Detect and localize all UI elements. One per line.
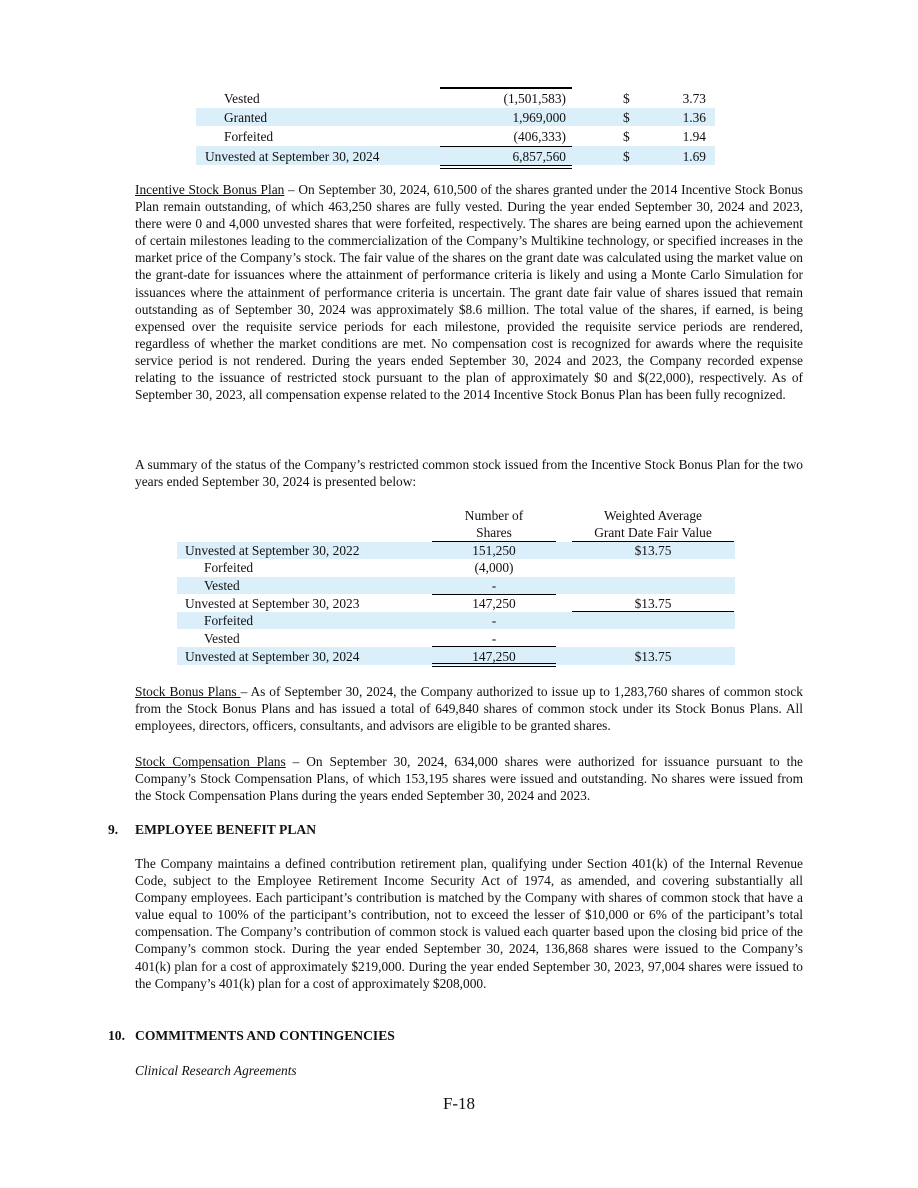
col-header-shares: Number of	[464, 508, 524, 523]
table-row-label: Unvested at September 30, 2024	[205, 149, 380, 164]
stock-bonus-heading: Stock Bonus Plans	[135, 684, 241, 699]
incentive-stock-bonus-paragraph	[135, 181, 803, 403]
table-row-price: 3.73	[682, 91, 706, 106]
stock-bonus-text: – As of September 30, 2024, the Company authorized to issue up to 1,283,760 shares of common stock from the Stock Bonus Plans and has issued a total of 649,840 shares of common stock under its Stock Bonus Plans. All employees, directors, officers, consultants, and advisors are eligible to be granted shares.	[135, 684, 803, 734]
stock-bonus-paragraph	[135, 683, 803, 734]
table-row-shares: 1,969,000	[512, 110, 566, 125]
section-9-paragraph: The Company maintains a defined contribution retirement plan, qualifying under Section 401(k) of the Internal Revenue Code, subject to the Employee Retirement Income Security Act of 1974, as amended, and covering substantially all Company employees. Each participant’s contribution is matched by the Company with shares of common stock that have a value equal to 100% of the participant’s contribution, not to exceed the lesser of $10,000 or 6% of the participant’s total compensation. The Company’s contribution of common stock is valued each quarter based upon the closing bid price of the Company’s common stock. During the year ended September 30, 2024, 136,868 shares were issued to the Company’s 401(k) plan for a cost of approximately $219,000. During the year ended September 30, 2023, 97,004 shares were issued to the Company’s 401(k) plan for a cost of approximately $208,000.	[135, 856, 803, 991]
table-row-price: 1.69	[682, 149, 706, 164]
table-row-shares: 147,250	[472, 649, 516, 664]
table-row-label: Unvested at September 30, 2024	[185, 649, 360, 664]
currency-symbol: $	[623, 110, 630, 125]
section-10-subheading: Clinical Research Agreements	[135, 1063, 297, 1078]
table-row-shares: -	[491, 578, 497, 593]
table-row-shares: -	[491, 613, 497, 628]
currency-symbol: $	[623, 91, 630, 106]
table-row-shares: 147,250	[472, 596, 516, 611]
table-row-label: Vested	[204, 631, 240, 646]
page-number: F-18	[442, 1094, 476, 1113]
section-9-title: EMPLOYEE BENEFIT PLAN	[135, 822, 317, 837]
table-row-label: Unvested at September 30, 2022	[185, 543, 360, 558]
table-total-double-rule-2	[440, 168, 572, 169]
currency-symbol: $	[623, 149, 630, 164]
stock-comp-heading: Stock Compensation Plans	[135, 754, 286, 769]
stock-comp-text: – On September 30, 2024, 634,000 shares were authorized for issuance pursuant to the Company’s Stock Compensation Plans, of which 153,195 shares were issued and outstanding. No shares were issued from the Stock Compensation Plans during the years ended September 30, 2024 and 2023.	[135, 754, 804, 804]
table-row-price: 1.94	[682, 129, 706, 144]
table-row-value: $13.75	[634, 543, 672, 558]
table-row-shares: (4,000)	[474, 560, 514, 575]
incentive-plan-heading: Incentive Stock Bonus Plan	[135, 182, 285, 197]
stock-comp-paragraph	[135, 753, 803, 804]
currency-symbol: $	[623, 129, 630, 144]
table-top-rule	[440, 87, 572, 89]
table-row-price: 1.36	[682, 110, 706, 125]
table-row-label: Forfeited	[204, 613, 254, 628]
table-row-shares: (406,333)	[513, 129, 566, 144]
col-header-value: Weighted Average	[604, 508, 702, 523]
table-row-label: Forfeited	[224, 129, 274, 144]
table-row-label: Unvested at September 30, 2023	[185, 596, 360, 611]
total-double-rule-b	[432, 666, 556, 667]
table-row-label: Vested	[204, 578, 240, 593]
table-row-value: $13.75	[634, 596, 672, 611]
table-row-shares: 151,250	[472, 543, 516, 558]
table-row-label: Forfeited	[204, 560, 254, 575]
col-header-value-2: Grant Date Fair Value	[594, 525, 712, 540]
table-total-double-rule	[440, 165, 572, 166]
table-row-shares: 6,857,560	[512, 149, 566, 164]
summary-intro-paragraph: A summary of the status of the Company’s restricted common stock issued from the Incentive Stock Bonus Plan for the two years ended September 30, 2024 is presented below:	[135, 457, 803, 490]
section-10-number: 10.	[108, 1028, 125, 1043]
table-row-label: Vested	[224, 91, 260, 106]
table-row-shares: (1,501,583)	[503, 91, 566, 106]
section-9-number: 9.	[108, 822, 119, 837]
table-row-value: $13.75	[634, 649, 672, 664]
table-subtotal-rule	[440, 146, 572, 147]
table-row-shares: -	[491, 631, 497, 646]
table-row-label: Granted	[224, 110, 268, 125]
incentive-plan-text: – On September 30, 2024, 610,500 of the shares granted under the 2014 Incentive Stock Bonus Plan remain outstanding, of which 463,250 shares are fully vested. During the year ended September 30, 2024 and 2023, there were 0 and 4,000 unvested shares that were forfeited, respectively. The shares are being earned upon the achievement of certain milestones leading to the commercialization of the Company’s Multikine technology, or specified increases in the market price of the Company’s stock. The fair value of the shares on the grant date was calculated using the market value on the grant-date for issuances where the attainment of performance criteria is likely and using a Monte Carlo Simulation for issuances where the attainment of performance criteria is uncertain. The grant date fair value of shares issued that remain outstanding as of September 30, 2024 was approximately $8.6 million. The total value of the shares, if earned, is being expensed over the requisite service periods for each milestone, provided the requisite service periods are rendered, regardless of whether the market conditions are met. No compensation cost is recognized for awards where the requisite service period is not rendered. During the years ended September 30, 2024 and 2023, the Company recorded expense relating to the issuance of restricted stock pursuant to the plan of approximately $0 and $(22,000), respectively. As of September 30, 2023, all compensation expense related to the 2014 Incentive Stock Bonus Plan has been fully recognized.	[135, 182, 804, 403]
section-10-title: COMMITMENTS AND CONTINGENCIES	[135, 1028, 395, 1043]
col-header-shares-2: Shares	[476, 525, 512, 540]
